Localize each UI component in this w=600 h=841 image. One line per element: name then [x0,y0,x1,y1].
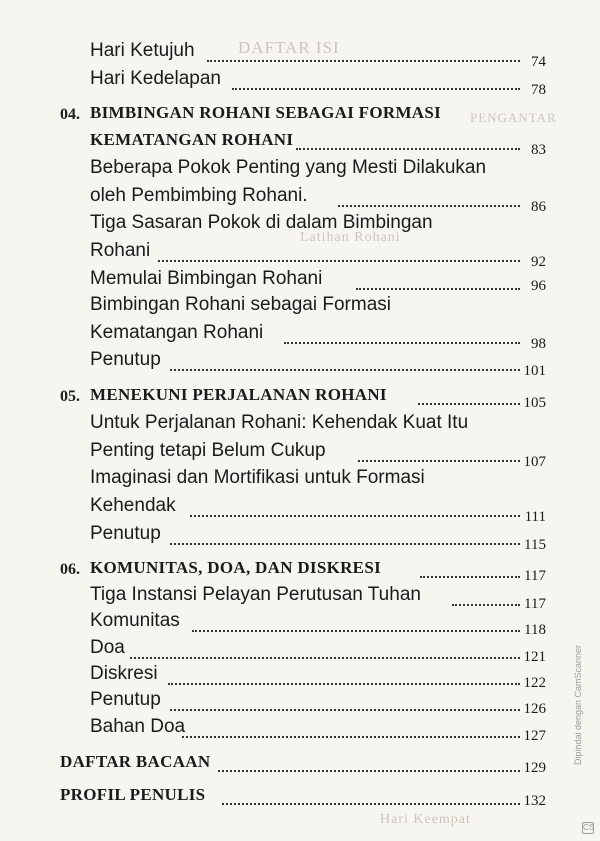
toc-entry [0,68,600,98]
toc-entry [0,467,600,497]
leader-dots [190,515,520,517]
leader-dots [358,460,520,462]
leader-dots [420,576,520,578]
page-number: 122 [523,675,546,691]
leader-dots [356,288,520,290]
bleed-through-title: DAFTAR ISI [238,38,340,57]
toc-entry [0,294,600,324]
leader-dots [168,683,520,685]
leader-dots [418,403,520,405]
toc-entry [0,610,600,640]
page-number: 111 [524,509,546,525]
page-number: 83 [531,142,546,158]
scanner-logo-icon: CS [583,823,595,832]
toc-entry [0,212,600,242]
bleed-through-line: Hari Keempat [380,812,471,827]
entry-title: Tiga Sasaran Pokok di dalam Bimbingan [90,212,433,233]
chapter-title: BIMBINGAN ROHANI SEBAGAI FORMASI [90,103,442,122]
chapter-heading [0,130,600,160]
bleed-through-line: Latihan Rohani [300,230,401,245]
page-number: 96 [531,278,546,294]
toc-entry [0,523,600,553]
leader-dots [338,205,520,207]
entry-title: Imaginasi dan Mortifikasi untuk Formasi [90,467,425,488]
page-number: 117 [524,596,546,612]
entry-title: PROFIL PENULIS [60,785,206,804]
leader-dots [222,803,520,805]
entry-title: Penutup [90,689,161,710]
page-number: 115 [524,537,546,553]
entry-title: Beberapa Pokok Penting yang Mesti Dilakukan [90,157,487,178]
entry-title: Kehendak [90,495,176,516]
entry-title: DAFTAR BACAAN [60,752,211,771]
entry-title: Komunitas [90,610,180,631]
page-number: 132 [523,793,546,809]
entry-title: oleh Pembimbing Rohani. [90,185,308,206]
page-number: 98 [531,336,546,352]
leader-dots [296,148,520,150]
page-number: 127 [523,728,546,744]
entry-title: Tiga Instansi Pelayan Perutusan Tuhan [90,584,421,605]
entry-title: Bimbingan Rohani sebagai Formasi [90,294,391,315]
toc-entry [0,157,600,187]
toc-entry [0,240,600,270]
leader-dots [170,369,520,371]
page-number: 105 [523,395,546,411]
entry-title: Memulai Bimbingan Rohani [90,268,323,289]
back-matter-entry [0,785,600,815]
entry-title: Penting tetapi Belum Cukup [90,440,326,461]
chapter-number: 05. [60,388,80,405]
entry-title: Diskresi [90,663,158,684]
toc-entry [0,412,600,442]
page-number: 126 [523,701,546,717]
bleed-through-heading: PENGANTAR [470,110,557,125]
toc-entry [0,40,600,70]
chapter-heading [0,385,600,415]
chapter-title: KOMUNITAS, DOA, DAN DISKRESI [90,558,381,577]
entry-title: Hari Kedelapan [90,68,221,89]
page-number: 107 [523,454,546,470]
page-number: 101 [523,363,546,379]
leader-dots [452,604,520,606]
chapter-number: 06. [60,561,80,578]
back-matter-entry [0,752,600,782]
leader-dots [158,260,520,262]
page-number: 78 [531,82,546,98]
leader-dots [170,543,520,545]
entry-title: Hari Ketujuh [90,40,195,61]
page-number: 129 [523,760,546,776]
toc-entry [0,185,600,215]
entry-title: Penutup [90,349,161,370]
leader-dots [130,657,520,659]
toc-entry [0,716,600,746]
leader-dots [284,342,520,344]
entry-title: Untuk Perjalanan Rohani: Kehendak Kuat Itu [90,412,469,433]
toc-entry [0,495,600,525]
entry-title: Rohani [90,240,151,261]
entry-title: Doa [90,637,125,658]
leader-dots [170,709,520,711]
chapter-title: KEMATANGAN ROHANI [90,130,294,149]
leader-dots [232,88,520,90]
entry-title: Penutup [90,523,161,544]
leader-dots [207,60,520,62]
page-number: 117 [524,568,546,584]
page-number: 118 [524,622,546,638]
entry-title: Bahan Doa [90,716,186,737]
toc-entry [0,349,600,379]
leader-dots [218,770,520,772]
toc-entry [0,440,600,470]
chapter-title: MENEKUNI PERJALANAN ROHANI [90,385,387,404]
toc-entry [0,322,600,352]
leader-dots [182,736,520,738]
scanner-watermark: Dipindai dengan CamScanner [572,644,583,766]
page-number: 121 [523,649,546,665]
toc-entry [0,689,600,719]
page-number: 92 [531,254,546,270]
page-number: 86 [531,199,546,215]
page-number: 74 [531,54,546,70]
chapter-heading [0,103,600,133]
entry-title: Kematangan Rohani [90,322,264,343]
leader-dots [192,630,520,632]
chapter-number: 04. [60,106,80,123]
